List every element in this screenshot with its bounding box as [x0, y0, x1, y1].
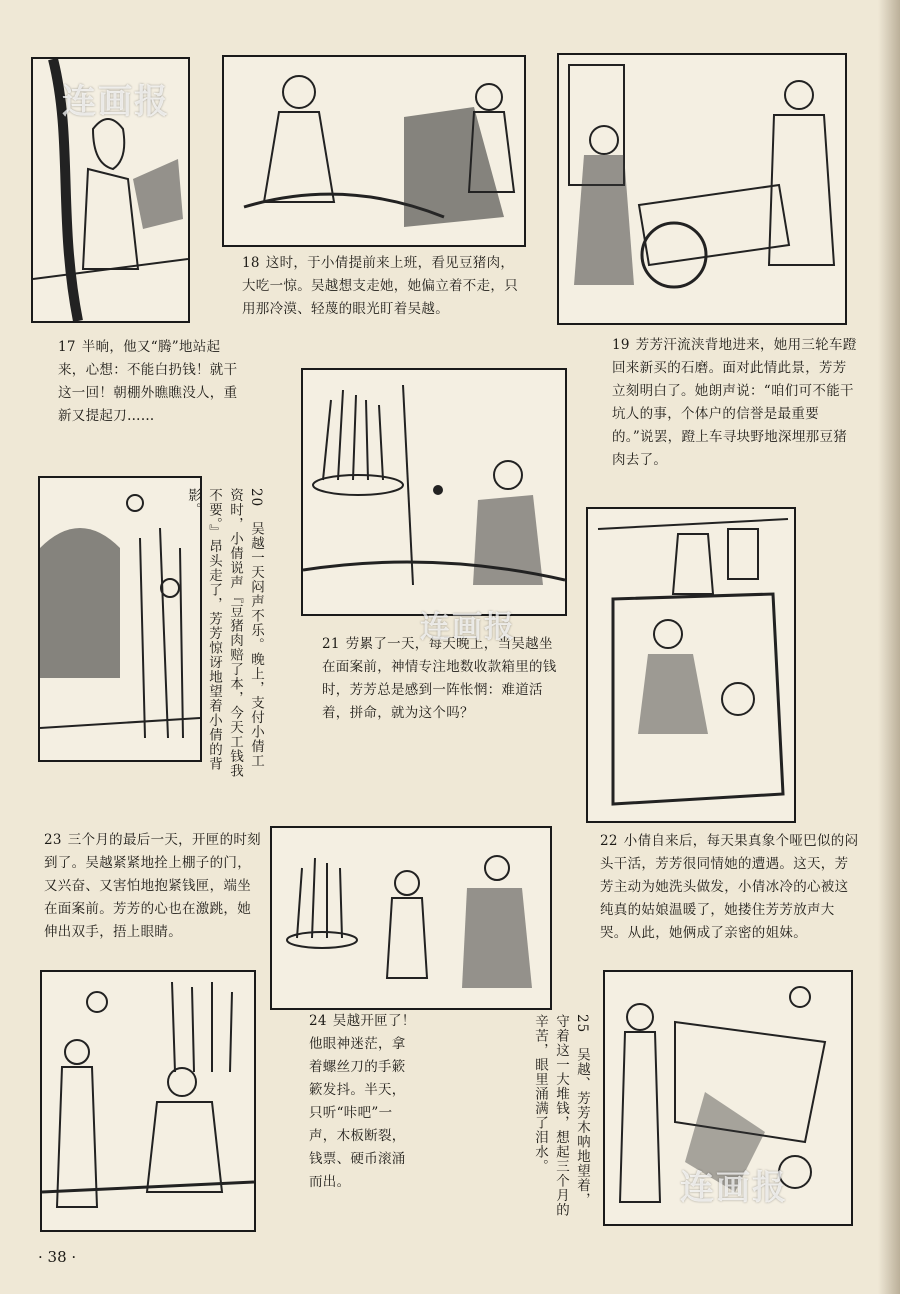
page-number: · 38 ·: [38, 1248, 77, 1266]
panel-19-illustration: [557, 53, 847, 325]
caption-23: 23 三个月的最后一天，开匣的时刻到了。吴越紧紧地拴上棚子的门，又兴奋、又害怕地抱紧钱匣，端坐在面案前。芳芳的心也在激跳，她伸出双手，捂上眼睛。: [44, 832, 261, 940]
caption-22: 22 小倩自来后，每天果真象个哑巴似的闷头干活，芳芳很同情她的遭遇。这天，芳芳主动为她洗头做发，小倩冰冷的心被这纯真的姑娘温暖了，她搂住芳芳放声大哭。从此，她俩成了亲密的姐妹。: [600, 833, 859, 941]
panel-22-illustration: [586, 507, 796, 823]
caption-17: 17 半晌，他又“腾”地站起来，心想：不能白扔钱！就干这一回！朝棚外瞧瞧没人，重新又提起刀……: [58, 339, 238, 424]
caption-21: 21 劳累了一天，每天晚上，当吴越坐在面案前，神情专注地数收款箱里的钱时，芳芳总是感到一阵怅惘：难道活着，拼命，就为这个吗？: [322, 636, 557, 721]
caption-20: 20 吴越一天闷声不乐。晚上，支付小倩工资时，小倩说声『豆猪肉赔了本，今天工钱我不要。』昂头走了，芳芳惊讶地望着小倩的背影。: [185, 488, 264, 778]
caption-18: 18 这时，于小倩提前来上班，看见豆猪肉，大吃一惊。吴越想支走她，她偏立着不走，只用那冷漠、轻蔑的眼光盯着吴越。: [242, 255, 518, 317]
watermark-top: 连画报: [62, 82, 170, 122]
caption-24: 24 吴越开匣了！他眼神迷茫，拿着螺丝刀的手簌簌发抖。半天，只听“咔吧”一声，木板断裂，钱票、硬币滚涌而出。: [309, 1013, 416, 1190]
caption-25: 25 吴越、芳芳木呐地望着，守着这一大堆钱，想起三个月的辛苦，眼里涌满了泪水。: [532, 1014, 590, 1217]
caption-19: 19 芳芳汗流浃背地进来，她用三轮车蹬回来新买的石磨。面对此情此景，芳芳立刻明白了。她朗声说：“咱们可不能干坑人的事，个体户的信誉是最重要的。”说罢，蹬上车寻块野地深埋那豆猪肉去了。: [612, 337, 857, 468]
watermark-middle: 连画报: [420, 610, 516, 645]
panel-21-illustration: [301, 368, 567, 616]
panel-24-illustration: [40, 970, 256, 1232]
panel-23-illustration: [270, 826, 552, 1010]
page-binding-shadow: [878, 0, 900, 1294]
watermark-bottom: 连画报: [680, 1168, 788, 1208]
panel-18-illustration: [222, 55, 526, 247]
panel-20-illustration: [38, 476, 202, 762]
